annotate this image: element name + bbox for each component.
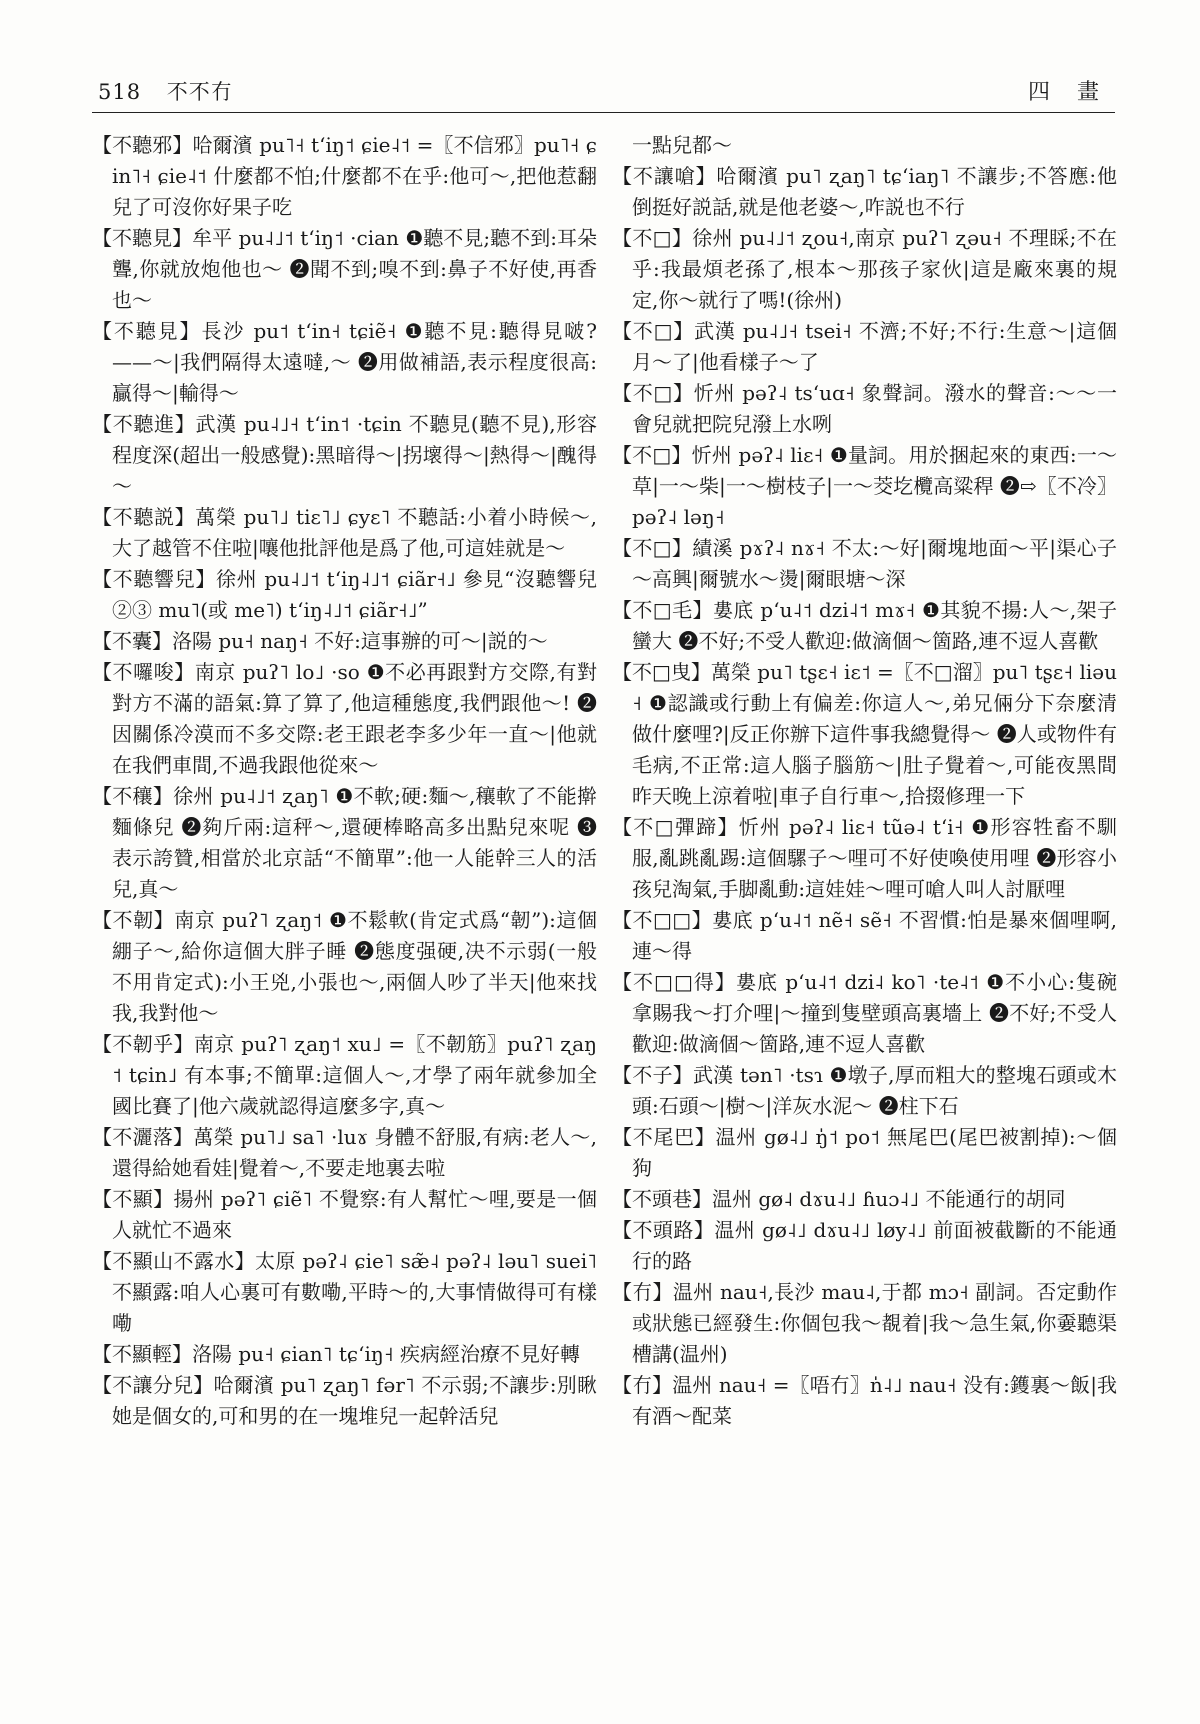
running-head <box>92 72 1115 113</box>
dictionary-entry <box>612 1184 1117 1215</box>
entry-definition: 哈爾濱 pu˥˧ tʻiŋ˦ ɕie˨˦ =〖不信邪〗pu˥˧ ɕin˥˧ ɕie˨˦ 什麼都不怕;什麼都不在乎:他可～,把他惹翻兒了可沒你好果子吃 <box>112 133 597 219</box>
entry-headword: 【不穰】 <box>92 784 174 808</box>
entry-headword: 【不讓嗆】 <box>612 164 717 188</box>
entry-headword: 【不顯山不露水】 <box>92 1249 255 1273</box>
entry-headword: 【不□】 <box>612 226 693 250</box>
right-column <box>612 130 1117 1690</box>
dictionary-entry <box>92 1184 597 1246</box>
entry-definition: 徐州 pu˨˩˦ ʐou˧,南京 puʔ˥ ʐəu˧ 不理睬;不在乎:我最煩老孫了,根本～那孩子家伙|這是廠來裏的規定,你～就行了嗎!(徐州) <box>632 226 1117 312</box>
dictionary-entry <box>92 626 597 657</box>
dictionary-entry <box>612 1277 1117 1370</box>
entry-headword: 【冇】 <box>612 1373 673 1397</box>
dictionary-entry <box>612 130 1117 161</box>
entry-headword: 【不頭巷】 <box>612 1187 712 1211</box>
dictionary-entry <box>612 1215 1117 1277</box>
dictionary-entry <box>92 316 597 409</box>
left-column <box>92 130 597 1690</box>
entry-definition: 徐州 pu˨˩˦ ʐaŋ˥ ❶不軟;硬:麵～,穰軟了不能擀麵條兒 ❷夠斤兩:這秤～,還硬棒略高多出點兒來呢 ❸表示誇贊,相當於北京話“不簡單”:他一人能幹三人的活兒,真～ <box>112 784 597 901</box>
entry-headword: 【不尾巴】 <box>612 1125 716 1149</box>
entry-headword: 【不讓分兒】 <box>92 1373 214 1397</box>
dictionary-entry <box>612 1370 1117 1432</box>
dictionary-entry <box>612 378 1117 440</box>
entry-headword: 【不囊】 <box>92 629 172 653</box>
entry-headword: 【不□毛】 <box>612 598 713 622</box>
entry-headword: 【冇】 <box>612 1280 673 1304</box>
entry-headword: 【不顯】 <box>92 1187 174 1211</box>
entry-headword: 【不韌乎】 <box>92 1032 194 1056</box>
dictionary-entry <box>612 1060 1117 1122</box>
dictionary-entry <box>92 409 597 502</box>
entry-definition: 婁底 pʻu˨˦ nẽ˧ sẽ˧ 不習慣:怕是暴來個哩啊,連～得 <box>632 908 1117 963</box>
entry-definition: 哈爾濱 pu˥ ʐaŋ˥ tɕʻiaŋ˥ 不讓步;不答應:他倒挺好説話,就是他老婆～,咋説也不行 <box>632 164 1117 219</box>
dictionary-entry <box>92 130 597 223</box>
entry-definition: 南京 puʔ˥ ʐaŋ˦ ❶不鬆軟(肯定式爲“韌”):這個綳子～,給你這個大胖子睡 ❷態度强硬,决不示弱(一般不用肯定式):小王兇,小張也～,兩個人吵了半天|他來找我,我對他～ <box>112 908 597 1025</box>
entry-headword: 【不□】 <box>612 319 695 343</box>
entry-definition: 武漢 tən˥ ·tsɿ ❶墩子,厚而粗大的整塊石頭或木頭:石頭～|樹～|洋灰水泥～ ❷柱下石 <box>632 1063 1117 1118</box>
entry-definition: 武漢 pu˨˩˧ tʻin˦ ·tɕin 不聽見(聽不見),形容程度深(超出一般感覺):黑暗得～|拐壞得～|熱得～|醜得～ <box>112 412 597 498</box>
dictionary-entry <box>612 161 1117 223</box>
entry-definition: 婁底 pʻu˨˦ dzi˨ ko˥ ·te˨˦ ❶不小心:隻碗拿賜我～打介哩|～撞到隻壁頭高裏墻上 ❷不好;不受人歡迎:做滴個～箇路,連不逗人喜歡 <box>632 970 1117 1056</box>
dictionary-entry <box>612 533 1117 595</box>
entry-definition: 萬榮 pu˥˩ sa˥ ·luɤ 身體不舒服,有病:老人～,還得給她看娃|覺着～,不要走地裏去啦 <box>112 1125 597 1180</box>
dictionary-entry <box>612 595 1117 657</box>
dictionary-entry <box>92 502 597 564</box>
entry-definition: 温州 nau˧,長沙 mau˨,于都 mɔ˧ 副詞。否定動作或狀態已經發生:你個包我～覩着|我～急生氣,你嫑聽渠槽講(温州) <box>632 1280 1117 1366</box>
entry-headword: 【不聽邪】 <box>92 133 193 157</box>
entry-definition: 揚州 pəʔ˥ ɕiẽ˥ 不覺察:有人幫忙～哩,要是一個人就忙不過來 <box>112 1187 597 1242</box>
entry-definition: 武漢 pu˨˩˧ tsei˧ 不濟;不好;不行:生意～|這個月～了|他看樣子～了 <box>632 319 1117 374</box>
dictionary-entry <box>612 1122 1117 1184</box>
guide-words: 不不冇 <box>166 80 233 104</box>
entry-definition: 萬榮 pu˥ tʂɛ˧ iɛ˦ =〖不□溜〗pu˥ tʂɛ˧ liəu˧ ❶認識或行動上有偏差:你這人～,弟兄倆分下奈麼清做什麼哩?|反正你辦下這件事我總覺得～ ❷人或物件有毛病,不正常:這人腦子腦筋～|肚子覺着～,可能夜黑間昨天晚上涼着啦|車子自行車～,拾掇修理一下 <box>632 660 1117 808</box>
entry-headword: 【不□】 <box>612 536 693 560</box>
entry-definition: 温州 gø˨˩ ŋ̍˦ po˦ 無尾巴(尾巴被割掉):～個狗 <box>632 1125 1117 1180</box>
entry-headword: 【不□】 <box>612 381 694 405</box>
entry-definition: 牟平 pu˨˩˦ tʻiŋ˦ ·cian ❶聽不見;聽不到:耳朵聾,你就放炮他也～ ❷聞不到;嗅不到:鼻子不好使,再香也～ <box>112 226 597 312</box>
dictionary-entry <box>92 1339 597 1370</box>
entry-definition: 南京 puʔ˥ lo˩ ·so ❶不必再跟對方交際,有對對方不滿的語氣:算了算了,他這種態度,我們跟他～! ❷因關係冷漠而不多交際:老王跟老李多少年一直～|他就在我們車間,不過我跟他從來～ <box>112 660 597 777</box>
dictionary-entry <box>92 223 597 316</box>
entry-headword: 【不□彈蹄】 <box>612 815 739 839</box>
entry-headword: 【不韌】 <box>92 908 175 932</box>
dictionary-entry <box>92 781 597 905</box>
entry-definition: 一點兒都～ <box>632 133 732 157</box>
section-heading: 四 畫 <box>1028 80 1109 105</box>
entry-definition: 忻州 pəʔ˨ tsʻuɑ˧ 象聲詞。潑水的聲音:～～一會兒就把院兒潑上水咧 <box>632 381 1117 436</box>
entry-headword: 【不□曳】 <box>612 660 711 684</box>
entry-definition: 温州 gø˨ dɤu˨˩ ɦuɔ˨˩ 不能通行的胡同 <box>712 1187 1066 1211</box>
page-number: 518 <box>98 80 142 104</box>
dictionary-entry <box>92 905 597 1029</box>
entry-headword: 【不聽進】 <box>92 412 196 436</box>
dictionary-entry <box>612 657 1117 812</box>
entry-definition: 温州 gø˨˩ dɤu˨˩ løy˨˩ 前面被截斷的不能通行的路 <box>632 1218 1117 1273</box>
entry-headword: 【不□】 <box>612 443 692 467</box>
entry-definition: 徐州 pu˨˩˦ tʻiŋ˨˩˦ ɕiãr˧˩ 參見“沒聽響兒②③ mu˥(或 me˥) tʻiŋ˨˩˦ ɕiãr˧˩” <box>112 567 597 622</box>
running-head-left <box>98 76 251 106</box>
entry-headword: 【不聽見】 <box>92 319 202 343</box>
dictionary-entry <box>612 812 1117 905</box>
entry-headword: 【不聽見】 <box>92 226 193 250</box>
entry-headword: 【不灑落】 <box>92 1125 194 1149</box>
entry-headword: 【不聽説】 <box>92 505 196 529</box>
entry-definition: 婁底 pʻu˨˦ dzi˨˦ mɤ˧ ❶其貌不揚:人～,架子蠻大 ❷不好;不受人歡迎:做滴個～箇路,連不逗人喜歡 <box>632 598 1117 653</box>
entry-headword: 【不顯輕】 <box>92 1342 192 1366</box>
entry-definition: 哈爾濱 pu˥ ʐaŋ˥ fər˥ 不示弱;不讓步:別瞅她是個女的,可和男的在一塊堆兒一起幹活兒 <box>112 1373 597 1428</box>
entry-definition: 洛陽 pu˧ naŋ˧ 不好:這事辦的可～|説的～ <box>172 629 548 653</box>
dictionary-entry <box>612 440 1117 533</box>
dictionary-entry <box>92 1246 597 1339</box>
entry-headword: 【不□□】 <box>612 908 713 932</box>
dictionary-entry <box>92 1370 597 1432</box>
dictionary-entry <box>612 316 1117 378</box>
dictionary-entry <box>612 905 1117 967</box>
dictionary-entry <box>612 223 1117 316</box>
entry-definition: 南京 puʔ˥ ʐaŋ˦ xu˩ =〖不韌筋〗puʔ˥ ʐaŋ˦ tɕin˩ 有本事;不簡單:這個人～,才學了兩年就參加全國比賽了|他六歲就認得這麼多字,真～ <box>112 1032 597 1118</box>
entry-definition: 忻州 pəʔ˨ liɛ˧ ❶量詞。用於捆起來的東西:一～草|一～柴|一～樹枝子|一～茭圪欖高粱稈 ❷⇨〖不冷〗pəʔ˨ ləŋ˧ <box>632 443 1117 529</box>
dictionary-entry <box>612 967 1117 1060</box>
entry-definition: 忻州 pəʔ˨ liɛ˧ tũə˨ tʻi˧ ❶形容牲畜不馴服,亂跳亂踢:這個騾子～哩可不好使喚使用哩 ❷形容小孩兒淘氣,手脚亂動:這娃娃～哩可嗆人叫人討厭哩 <box>632 815 1117 901</box>
entry-headword: 【不□□得】 <box>612 970 736 994</box>
entry-definition: 萬榮 pu˥˩ tiɛ˥˩ ɕyɛ˥ 不聽話:小着小時候～,大了越管不住啦|嚷他批評他是爲了他,可這娃就是～ <box>112 505 597 560</box>
entry-headword: 【不囉唆】 <box>92 660 195 684</box>
entry-headword: 【不頭路】 <box>612 1218 715 1242</box>
entry-definition: 太原 pəʔ˨ ɕie˥ sæ̃˨ pəʔ˨ ləu˥ suei˥ 不顯露:咱人心裏可有數嘞,平時～的,大事情做得可有樣嘞 <box>112 1249 597 1335</box>
dictionary-entry <box>92 657 597 781</box>
entry-definition: 温州 nau˧ =〖唔冇〗n̍˨˩ nau˧ 没有:鑊裏～飯|我有酒～配菜 <box>632 1373 1117 1428</box>
entry-definition: 績溪 pɤʔ˨ nɤ˧ 不太:～好|爾塊地面～平|渠心子～高興|爾號水～燙|爾眼塘～深 <box>632 536 1117 591</box>
entry-headword: 【不聽響兒】 <box>92 567 216 591</box>
dictionary-entry <box>92 1122 597 1184</box>
entry-definition: 長沙 pu˦ tʻin˧ tɕiẽ˧ ❶聽不見:聽得見啵?——～|我們隔得太遠噠,～ ❷用做補語,表示程度很高:贏得～|輸得～ <box>112 319 597 405</box>
entry-definition: 洛陽 pu˧ ɕian˥ tɕʻiŋ˧ 疾病經治療不見好轉 <box>192 1342 580 1366</box>
entry-headword: 【不子】 <box>612 1063 693 1087</box>
dictionary-entry <box>92 564 597 626</box>
dictionary-entry <box>92 1029 597 1122</box>
